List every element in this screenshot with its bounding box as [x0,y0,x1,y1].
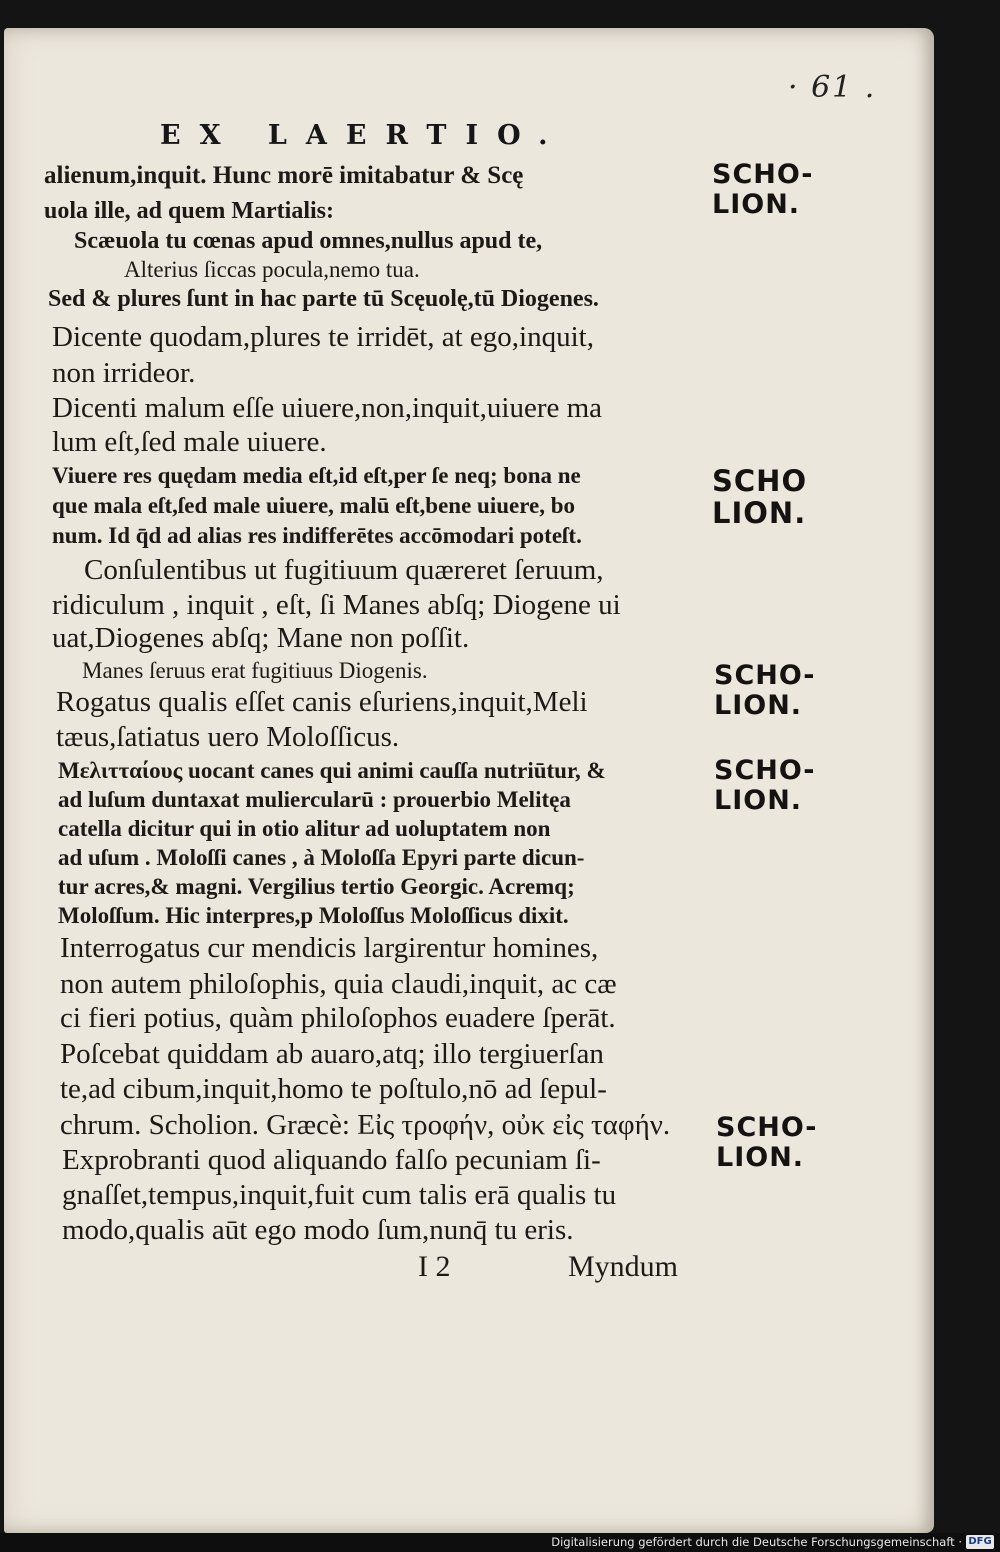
margin-note-scholion: SCHO- LION. [716,1112,818,1173]
text-line: ridiculum , inquit , eſt, ſi Manes abſq; Diogene ui [52,589,621,621]
text-line: non autem philoſophis, quia claudi,inquit, ac cæ [60,968,617,1000]
text-line: que mala eſt,ſed male uiuere, malū eſt,bene uiuere, bo [52,493,576,518]
text-line: Μελιτταίους uocant canes qui animi cauſſa nutriūtur, & [58,758,606,783]
text-line: ci fieri potius, quàm philoſophos euadere ſperāt. [60,1002,616,1034]
text-line: Poſcebat quiddam ab auaro,atq; illo tergiuerſan [60,1038,604,1070]
dfg-logo: DFG [966,1535,994,1549]
text-line: uat,Diogenes abſq; Mane non poſſit. [52,622,470,654]
text-line: Sed & plures ſunt in hac parte tū Scęuolę,tū Diogenes. [48,286,599,312]
text-line: Alterius ſiccas pocula,nemo tua. [124,257,420,282]
digitization-footer [0,1533,1000,1552]
text-line: Dicenti malum eſſe uiuere,non,inquit,uiuere ma [52,392,603,424]
text-line: ad uſum . Moloſſi canes , à Moloſſa Epyri parte dicun- [58,845,585,870]
catchword: Myndum [568,1250,679,1283]
text-line: num. Id q̄d ad alias res indifferētes accōmodari poteſt. [52,523,582,548]
text-line: Rogatus qualis eſſet canis eſuriens,inquit,Meli [56,686,588,718]
margin-note-scholion: SCHO LION. [712,464,808,530]
text-line: lum eſt,ſed male uiuere. [52,426,327,458]
text-line: catella dicitur qui in otio alitur ad uoluptatem non [58,816,551,841]
margin-note-scholion: SCHO- LION. [714,660,816,721]
text-line: Scæuola tu cœnas apud omnes,nullus apud te, [74,228,543,254]
text-line: Dicente quodam,plures te irridēt, at ego,inquit, [52,321,594,353]
text-line: alienum,inquit. Hunc morē imitabatur & Scę [44,162,524,189]
running-head: EX LAERTIO. [160,120,567,151]
text-line: gnaſſet,tempus,inquit,fuit cum talis erā qualis tu [62,1179,617,1211]
text-line: chrum. Scholion. Græcè: Εἰς τροφήν, οὐκ εἰς ταφήν. [60,1109,671,1141]
signature-mark: I 2 [418,1250,451,1283]
text-line: tur acres,& magni. Vergilius tertio Georgic. Acremq; [58,874,575,899]
text-line: Conſulentibus ut fugitiuum quæreret ſeruum, [84,554,604,586]
text-line: tæus,ſatiatus uero Moloſſicus. [56,721,400,753]
margin-note-scholion: SCHO- LION. [712,159,814,220]
page-number: · 61 . [788,70,877,105]
text-line: Viuere res quędam media eſt,id eſt,per ſe neq; bona ne [52,463,581,488]
footer-credit: Digitalisierung gefördert durch die Deutsche Forschungsgemeinschaft · [551,1535,962,1549]
text-line: uola ille, ad quem Martialis: [44,198,334,224]
text-line: Exprobranti quod aliquando falſo pecuniam ſi- [62,1144,601,1176]
margin-note-scholion: SCHO- LION. [714,755,816,816]
text-line: Manes ſeruus erat fugitiuus Diogenis. [82,658,428,683]
text-line: Interrogatus cur mendicis largirentur homines, [60,932,599,964]
text-line: ad luſum duntaxat muliercularū : prouerbio Melitęa [58,787,571,812]
text-line: non irrideor. [52,357,196,389]
text-line: Moloſſum. Hic interpres,p Moloſſus Moloſſicus dixit. [58,903,569,928]
text-line: modo,qualis aūt ego modo ſum,nunq̄ tu eris. [62,1214,574,1246]
text-line: te,ad cibum,inquit,homo te poſtulo,nō ad ſepul- [60,1073,607,1105]
